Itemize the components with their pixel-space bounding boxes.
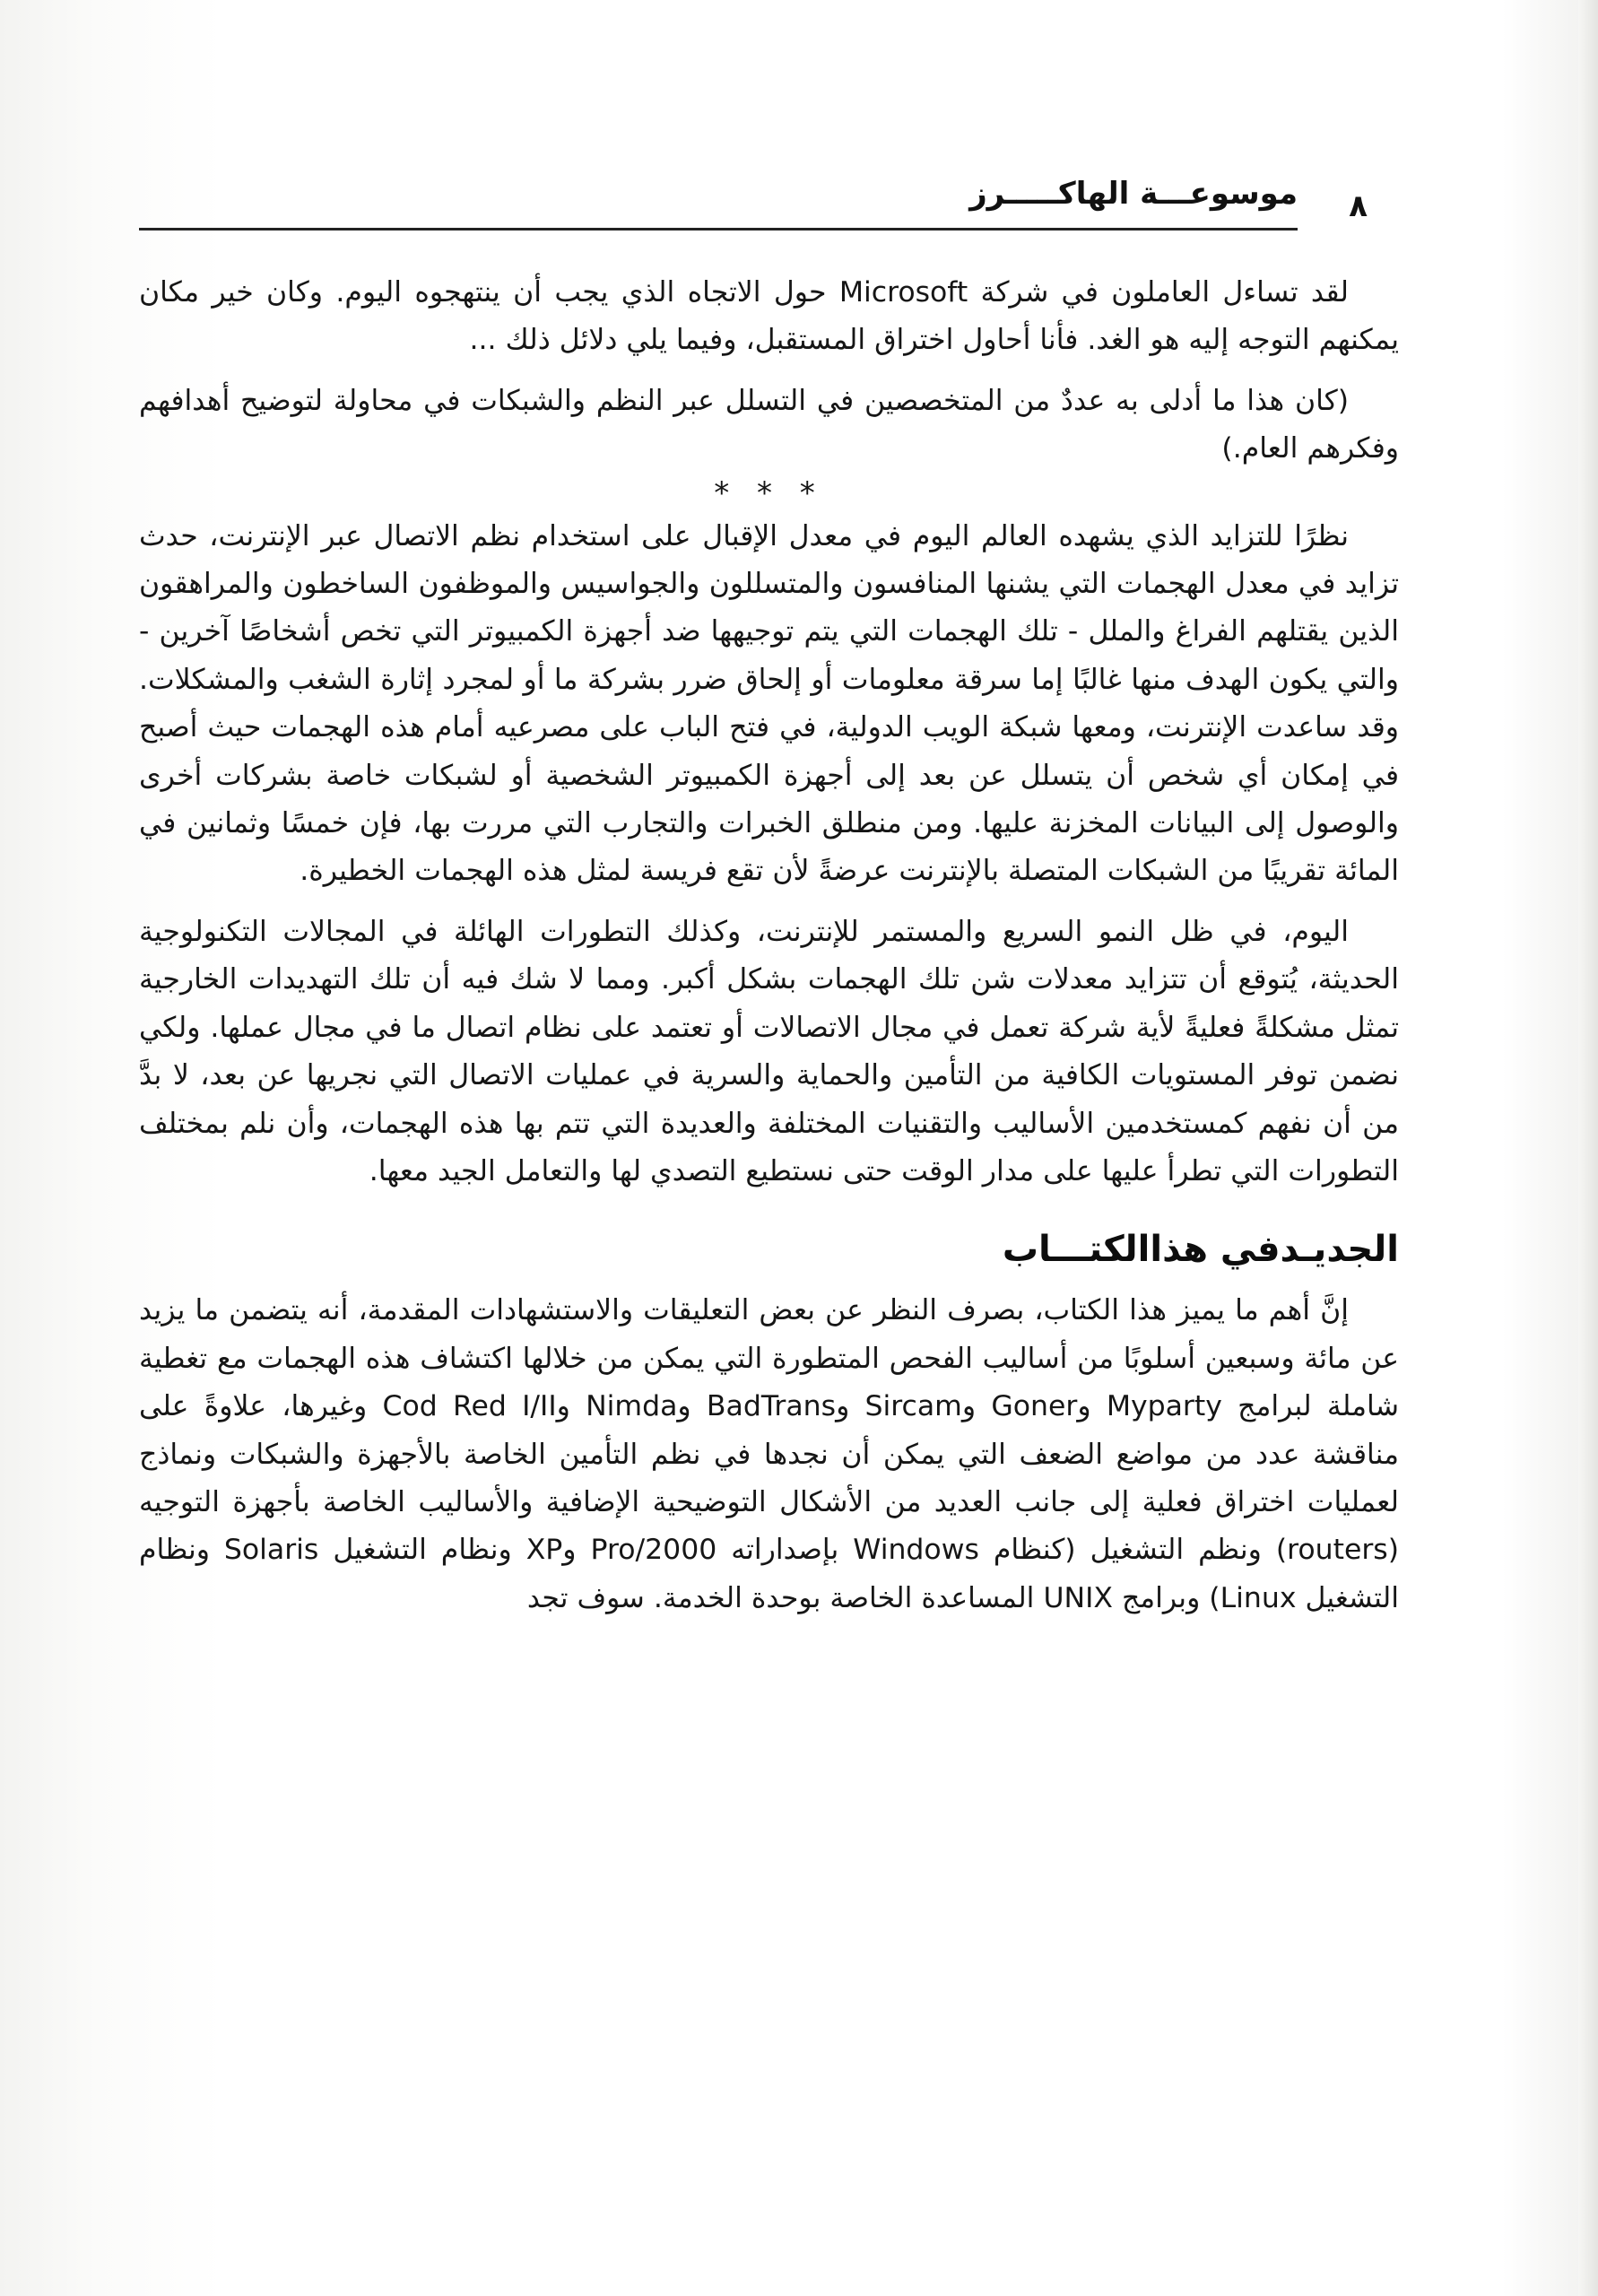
page-header bbox=[139, 172, 1368, 235]
section-1-paragraph-1: نظرًا للتزايد الذي يشهده العالم اليوم في معدل الإقبال على استخدام نظم الاتصال عبر الإنترنت، حدث تزايد في معدل الهجمات التي يشنها المنافسون والمتسللون والجواسيس والموظفون الساخطون والمراهقون الذين يقتلهم الفراغ والملل - تلك الهجمات التي يتم توجيهها ضد أجهزة الكمبيوتر التي تخص أشخاصًا آخرين - والتي يكون الهدف منها غالبًا إما سرقة معلومات أو إلحاق ضرر بشركة ما أو لمجرد إثارة الشغب والمشكلات. وقد ساعدت الإنترنت، ومعها شبكة الويب الدولية، في فتح الباب على مصرعيه أمام هذه الهجمات حيث أصبح في إمكان أي شخص أن يتسلل عن بعد إلى أجهزة الكمبيوتر الشخصية أو لشبكات خاصة بشركات أخرى والوصول إلى البيانات المخزنة عليها. ومن منطلق الخبرات والتجارب التي مررت بها، فإن خمسًا وثمانين في المائة تقريبًا من الشبكات المتصلة بالإنترنت عرضةً لأن تقع فريسة لمثل هذه الهجمات الخطيرة. bbox=[139, 519, 1399, 888]
section-2-paragraph-1: إنَّ أهم ما يميز هذا الكتاب، بصرف النظر عن بعض التعليقات والاستشهادات المقدمة، أنه يتضمن ما يزيد عن مائة وسبعين أسلوبًا من أساليب الفحص المتطورة التي يمكن من خلالها اكتشاف هذه الهجمات مع تغطية شاملة لبرامج Myparty وGoner وSircam وBadTrans وNimda وCod Red I/II وغيرها، علاوةً على مناقشة عدد من مواضع الضعف التي يمكن أن نجدها في نظم التأمين الخاصة بالأجهزة والشبكات ونماذج لعمليات اختراق فعلية إلى جانب العديد من الأشكال التوضيحية الإضافية والأساليب الخاصة بأجهزة التوجيه (routers) ونظم التشغيل (كنظام Windows بإصداراته 2000/Pro وXP ونظام التشغيل Solaris ونظام التشغيل Linux) وبرامج UNIX المساعدة الخاصة بوحدة الخدمة. سوف تجد bbox=[139, 1294, 1400, 1614]
page-edge-shadow bbox=[1578, 0, 1598, 2296]
header-rule bbox=[139, 228, 1298, 230]
section-separator: * * * bbox=[714, 474, 824, 511]
section-1-paragraph-2: اليوم، في ظل النمو السريع والمستمر للإنترنت، وكذلك التطورات الهائلة في المجالات التكنولوجية الحديثة، يُتوقع أن تتزايد معدلات شن تلك الهجمات بشكل أكبر. ومما لا شك فيه أن تلك التهديدات الخارجية تمثل مشكلةً فعليةً لأية شركة تعمل في مجال الاتصالات أو تعتمد على نظام اتصال ما في مجال عملها. ولكي نضمن توفر المستويات الكافية من التأمين والحماية والسرية في عمليات الاتصال التي نجريها عن بعد، لا بدَّ من أن نفهم كمستخدمين الأساليب والتقنيات المختلفة والعديدة التي تتم بها هذه الهجمات، وأن نلم بمختلف التطورات التي تطرأ عليها على مدار الوقت حتى نستطيع التصدي لها والتعامل الجيد معها. bbox=[139, 915, 1399, 1187]
section-heading: الجديـدفي هذاالكتـــاب bbox=[1002, 1229, 1399, 1271]
page-number: ٨ bbox=[1349, 188, 1368, 224]
intro-paragraph-2: (كان هذا ما أدلى به عددٌ من المتخصصين في التسلل عبر النظم والشبكات في محاولة لتوضيح أهدافهم وفكرهم العام.) bbox=[139, 384, 1399, 465]
body-text bbox=[139, 269, 1399, 1622]
running-title: موسوعـــة الهاكـــــرز bbox=[969, 176, 1298, 212]
intro-paragraph-1: لقد تساءل العاملون في شركة Microsoft حول الاتجاه الذي يجب أن ينتهجوه اليوم. وكان خير مكان يمكنهم التوجه إليه هو الغد. فأنا أحاول اختراق المستقبل، وفيما يلي دلائل ذلك ... bbox=[139, 276, 1399, 357]
